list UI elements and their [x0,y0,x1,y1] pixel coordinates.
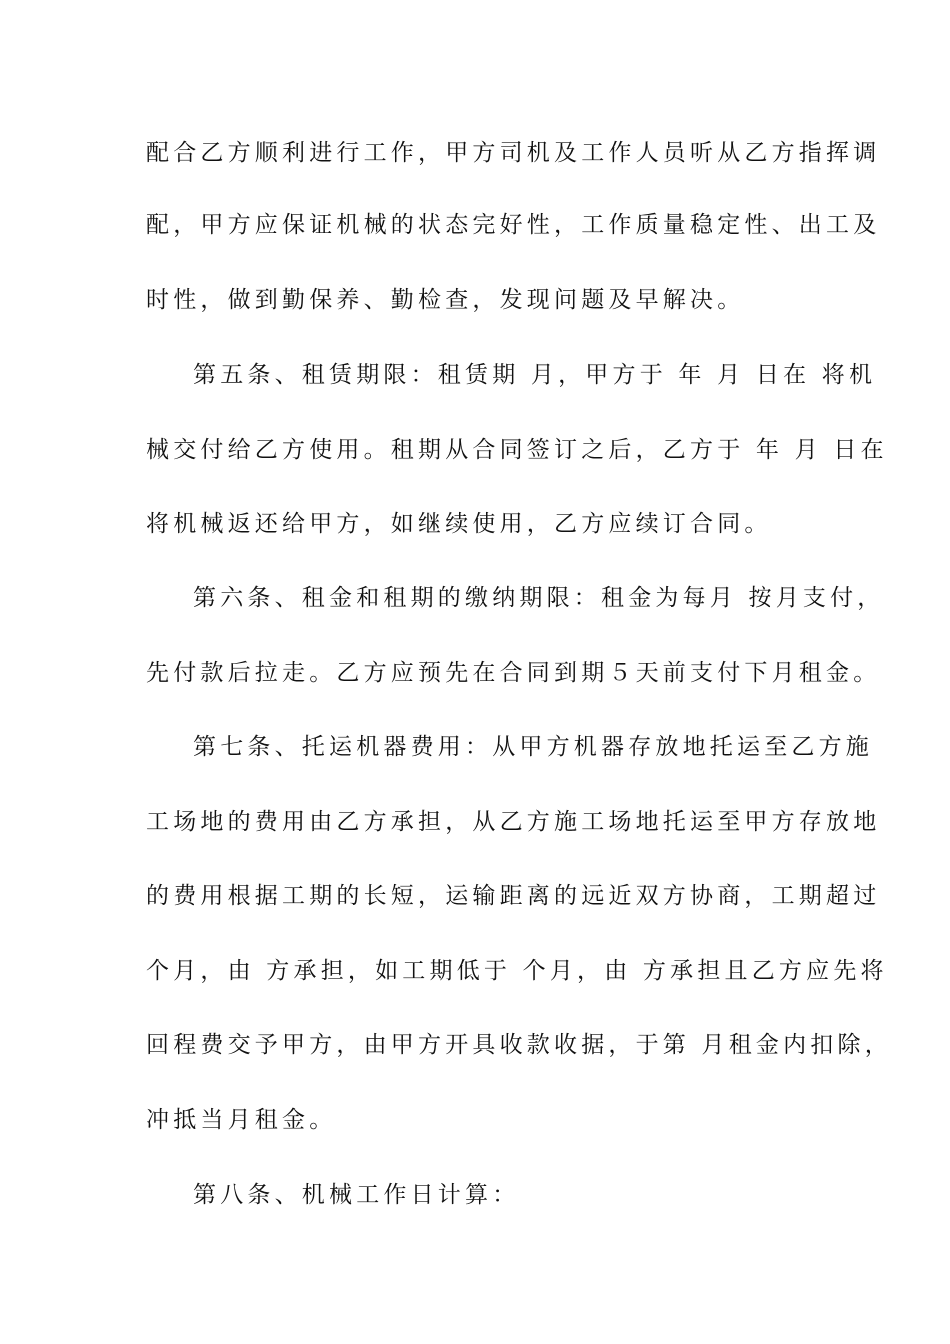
article-8-heading-line: 第八条、机械工作日计算： [193,1182,520,1208]
paragraph-line: 先付款后拉走。乙方应预先在合同到期５天前支付下月租金。 [146,660,881,686]
paragraph-line: 工场地的费用由乙方承担，从乙方施工场地托运至甲方存放地 [146,809,881,835]
paragraph-line: 个月，由 方承担，如工期低于 个月，由 方承担且乙方应先将 [146,958,888,984]
paragraph-line: 配，甲方应保证机械的状态完好性，工作质量稳定性、出工及 [146,212,881,238]
paragraph-line: 冲抵当月租金。 [146,1107,337,1133]
paragraph-line: 的费用根据工期的长短，运输距离的远近双方协商，工期超过 [146,883,881,909]
paragraph-line: 时性，做到勤保养、勤检查，发现问题及早解决。 [146,287,745,313]
article-7-heading-line: 第七条、托运机器费用：从甲方机器存放地托运至乙方施 [193,734,873,760]
paragraph-line: 械交付给乙方使用。租期从合同签订之后，乙方于 年 月 日在 [146,437,888,463]
paragraph-line: 配合乙方顺利进行工作，甲方司机及工作人员听从乙方指挥调 [146,140,881,166]
paragraph-line: 将机械返还给甲方，如继续使用，乙方应续订合同。 [146,511,772,537]
article-6-heading-line: 第六条、租金和租期的缴纳期限：租金为每月 按月支付， [193,585,885,611]
paragraph-line: 回程费交予甲方，由甲方开具收款收据，于第 月租金内扣除， [146,1032,892,1058]
article-5-heading-line: 第五条、租赁期限：租赁期 月，甲方于 年 月 日在 将机 [193,362,877,388]
